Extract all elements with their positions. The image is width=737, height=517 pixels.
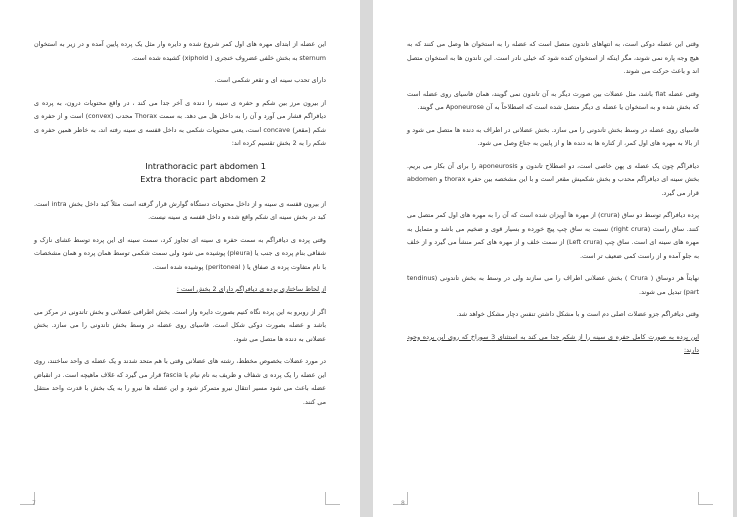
paragraph: وقتی عضله flat باشد، مثل عضلات بین صورت دیگر به آن تاندون نمی گویند، همان فاسیای روی عضله است که بخش شده و به استخوان یا عضله ی دیگر متصل شده است که اصطلاحاً به آن Aponeurose می گویند. [407,89,699,111]
section-heading: از لحاظ ساختاری پرده ی دیافراگم دارای 2 بخش است : [176,285,326,293]
numbered-list [34,160,326,186]
page-number: 8 [401,500,405,507]
paragraph: وقتی این عضله دوکی است، به انتهاهای تاندون متصل است که عضله را به استخوان ها وصل می کنند که به هیچ وجه پاره نمی شوند، مگر اینکه از استخوان کنده شود که خیلی نادر است. این تاندون ها به استخوان متصل اند و باعث حرکت می شوند. [407,40,699,75]
underlined-paragraph: این پرده به صورت کامل حفره ی سینه را از شکم جدا می کند به استثنای 3 سوراخ که روی این پرده وجود دارند: [407,332,700,354]
paragraph: اگر از روبرو به این پرده نگاه کنیم بصورت دایره وار است. بخش اطرافی عضلانی و بخش تاندونی در مرکز می باشد و عضله بصورت دوکی شکل است. فاسیای روی عضله در وسط بخش تاندونی را می سازد. بخش عضلانی به دنده ها متصل می شود. [34,307,326,343]
paragraph: نهایتاً هر دوساق ( Crura ) بخش عضلانی اطراف را می سازند ولی در وسط به بخش تاندونی (tendinus part) تبدیل می شوند. [407,274,699,296]
document-page-left [0,0,360,517]
paragraph: وقتی دیافراگم جزو عضلات اصلی دم است و با مشکل داشتن تنفس دچار مشکل خواهد شد. [456,310,699,318]
page-corner-mark [325,492,340,505]
paragraph: این عضله از ابتدای مهره های اول کمر شروع شده و دایره وار مثل یک پرده پایین آمده و در زیر به استخوان sternum به بخش خلفی غضروف خنجری ( xiphoid) کشیده شده است. [34,40,326,62]
page-number: 7 [32,500,36,507]
paragraph: دارای تحدب سینه ای و تقعر شکمی است. [214,76,326,84]
document-page-right [373,0,733,517]
paragraph: در مورد عضلات بخصوص مخطط، رشته های عضلانی وقتی با هم متحد شدند و یک عضله ی واحد ساختند، روی این عضله را یک پرده ی شفاف و ظریف به نام نیام یا fascia قرار می گیرد که غلاف ماهیچه است. در انقباض عضله باعث می شود مسیر انتقال نیرو متمرکز شود و این عضله ها نیرو را به یک بخش با قدرت واحد منتقل می کنند. [34,357,327,406]
paragraph: وقتی پرده ی دیافراگم به سمت حفره ی سینه ای تجاوز کرد، سمت سینه ای این پرده توسط غشای نازک و شفافی بنام پرده ی جنب یا (pleura) پوشیده می شود ولی سمت شکمی توسط همان پرده و همان مشخصات با نام متفاوت پرده ی صفاق یا ( peritoneal) پوشیده شده است. [34,235,327,271]
paragraph: دیافراگم چون یک عضله ی پهن خاصی است، دو اصطلاح تاندون و aponeurosis را برای آن بکار می بریم. بخش سینه ای دیافراگم محدب و بخش شکمیش مقعر است و با این مشخصه بین حفره thorax و abdomen قرار می گیرد. [407,161,699,197]
page-corner-mark [698,492,713,505]
paragraph: از بیرون مرز بین شکم و حفره ی سینه را دنده ی آخر جدا می کند ، در واقع محتویات درون، به پرده ی دیافراگم فشار می آورد و آن را به داخل هل می دهد. به سمت Thorax محدب (convex) است و از حفره ی شکم (مقعر) concave است، یعنی محتویات شکمی به داخل قفسه ی سینه رفته اند، به خاطر همین حفره ی شکم را به 2 بخش تقسیم کرده اند: [34,98,326,147]
list-item: Extra thoracic part abdomen 2 [140,173,266,184]
paragraph: از بیرون قفسه ی سینه و از داخل محتویات دستگاه گوارش قرار گرفته است مثلاً کبد داخل بخش intra است. کبد در بخش سینه ای شکم واقع شده و داخل قفسه ی سینه نیست. [34,199,326,221]
page-gutter [360,0,373,517]
list-item: Intrathoracic part abdomen 1 [145,160,266,171]
paragraph: فاسیای روی عضله در وسط بخش تاندونی را می سازد. بخش عضلانی در اطراف به دنده ها متصل می شود و از بالا به مهره های اول کمر، از کناره ها به دنده ها و از پایین به جناغ وصل می شود. [407,125,699,147]
paragraph: پرده دیافراگم توسط دو ساق (crura) از مهره ها آویزان شده است که آن را به مهره های اول کمر متصل می کنند. ساق راست (right crura) نسبت به ساق چپ پیچ خورده و بسیار قوی و ضخیم می باشد و متمایل به مهره های سینه ای است. ساق چپ (Left crura) از سمت خلف و از مهره های کمر منشأ می گیرد و از خلف به جلو آمده و از راست کمی ضعیف تر است. [407,211,699,260]
